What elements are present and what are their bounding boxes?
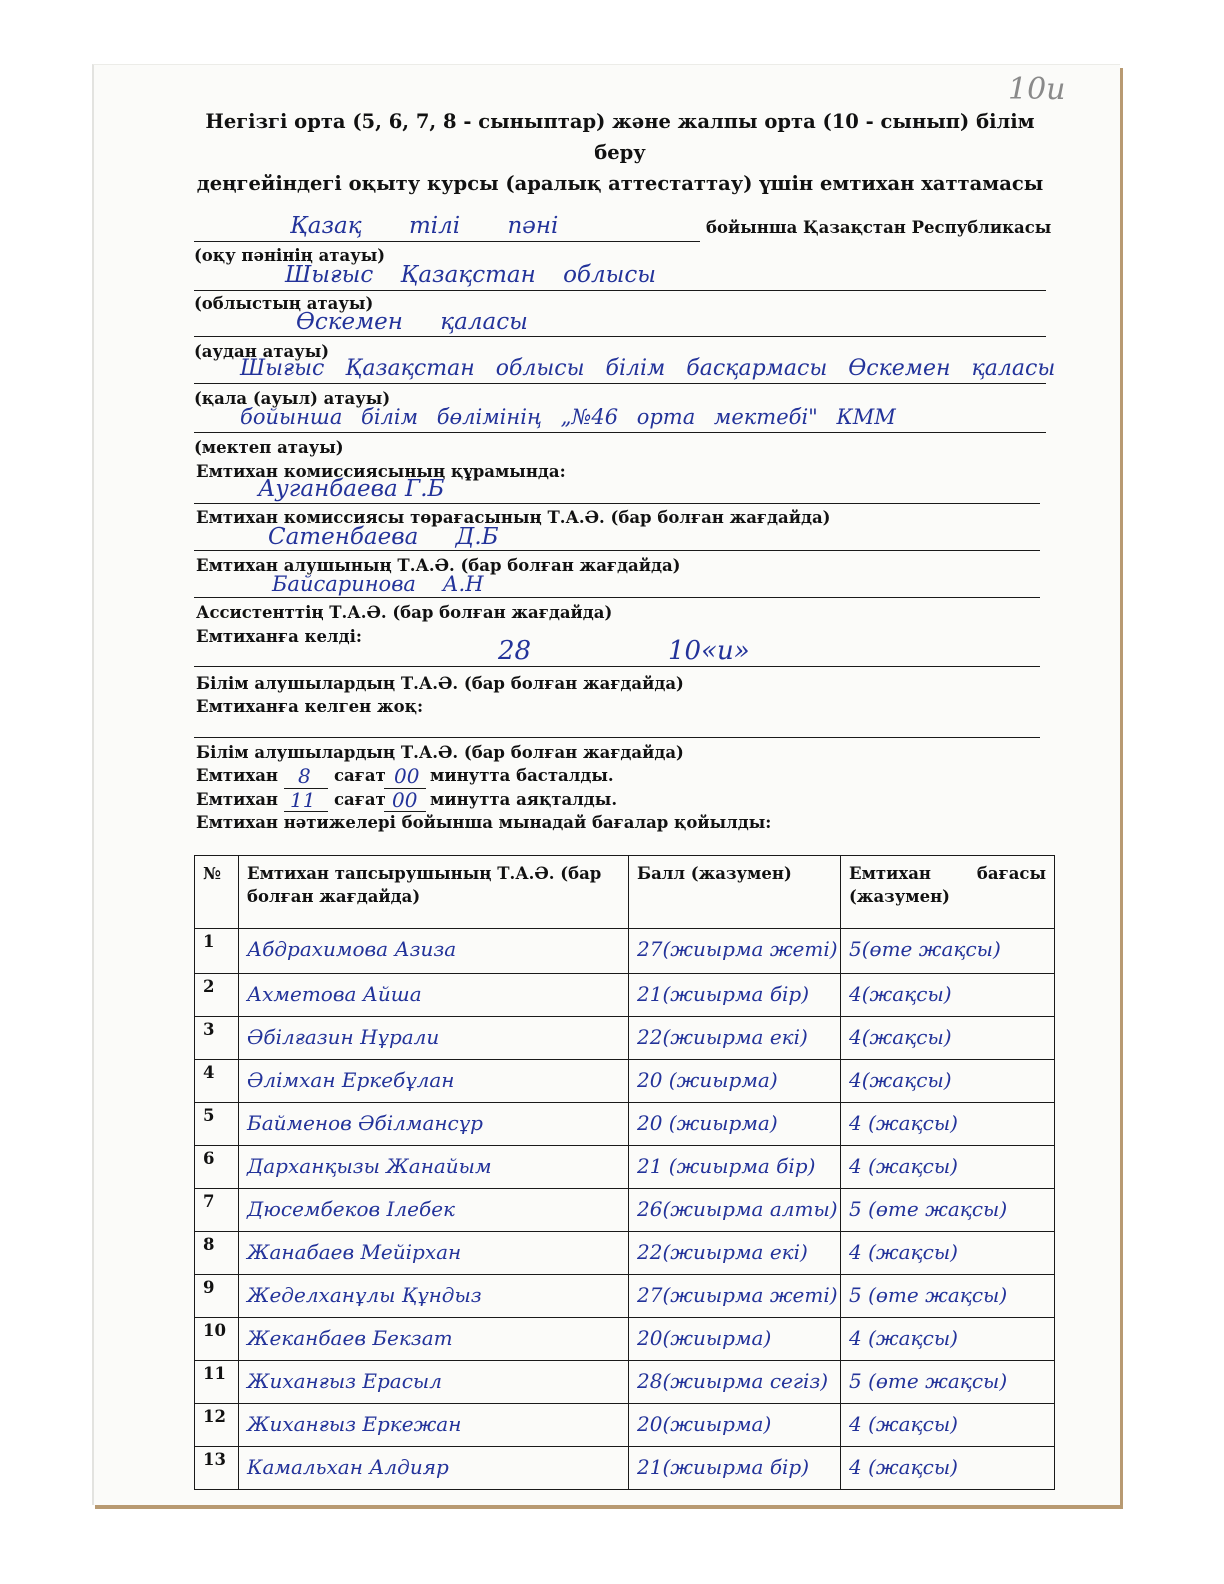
score-cell: 20 (жиырма): [629, 1060, 841, 1103]
score-cell: 27(жиырма жеті): [629, 1275, 841, 1318]
region-value: Шығыс Қазақстан облысы: [285, 262, 656, 288]
chair-value: Ауганбаева Г.Б: [258, 476, 445, 502]
student-name: Байменов Әбілмансұр: [239, 1103, 629, 1146]
school-value: бойынша білім бөлімінің „№46 орта мектебі" КММ: [240, 405, 896, 429]
absent-label: Емтиханға келген жоқ:: [196, 697, 424, 716]
header-grade: [841, 856, 1055, 929]
score-cell: 21 (жиырма бір): [629, 1146, 841, 1189]
chair-caption: Емтихан комиссиясы төрағасының Т.А.Ә. (бар болған жағдайда): [196, 508, 831, 527]
commission-label: Емтихан комиссиясының құрамында:: [196, 462, 566, 481]
score-cell: 27(жиырма жеті): [629, 929, 841, 974]
score-cell: 21(жиырма бір): [629, 1447, 841, 1490]
student-name: Ахметова Айша: [239, 974, 629, 1017]
end-min: 00: [392, 788, 418, 812]
end-prefix: Емтихан: [196, 790, 278, 809]
subject-caption: (оқу пәнінің атауы): [194, 246, 386, 265]
student-name: Дюсембеков Ілебек: [239, 1189, 629, 1232]
header-grade-word1: Емтихан: [849, 864, 931, 883]
title-line-1: Негізгі орта (5, 6, 7, 8 - сыныптар) және жалпы орта (10 - сынып) білім беру: [205, 110, 1035, 164]
district-caption: (аудан атауы): [194, 342, 330, 361]
start-hour-word: сағат: [334, 766, 386, 785]
score-cell: 20(жиырма): [629, 1318, 841, 1361]
end-suffix: минутта аяқталды.: [430, 790, 618, 809]
grades-label: Емтихан нәтижелері бойынша мынадай бағалар қойылды:: [196, 813, 772, 832]
row-number: 4: [195, 1060, 239, 1103]
document-title: [190, 106, 1050, 199]
grade-cell: 4(жақсы): [841, 974, 1055, 1017]
region-line: [194, 290, 1046, 291]
header-name: Емтихан тапсырушының Т.А.Ә. (бар болған жағдайда): [239, 856, 629, 929]
student-name: Жанабаев Мейірхан: [239, 1232, 629, 1275]
table-row: [195, 1060, 1055, 1103]
grade-cell: 4 (жақсы): [841, 1318, 1055, 1361]
row-number: 12: [195, 1404, 239, 1447]
score-cell: 20(жиырма): [629, 1404, 841, 1447]
score-cell: 28(жиырма сегіз): [629, 1361, 841, 1404]
table-row: [195, 1447, 1055, 1490]
table-row: [195, 974, 1055, 1017]
grade-cell: 5(өте жақсы): [841, 929, 1055, 974]
table-row: [195, 1232, 1055, 1275]
row-number: 7: [195, 1189, 239, 1232]
table-row: [195, 1103, 1055, 1146]
school-line: [194, 432, 1046, 433]
assistant-caption: Ассистенттің Т.А.Ә. (бар болған жағдайда): [196, 603, 613, 622]
student-name: Жиханғыз Еркежан: [239, 1404, 629, 1447]
row-number: 13: [195, 1447, 239, 1490]
grade-cell: 4(жақсы): [841, 1060, 1055, 1103]
attended-class: 10«и»: [668, 636, 750, 666]
table-row: [195, 929, 1055, 974]
row-number: 9: [195, 1275, 239, 1318]
header-score: Балл (жазумен): [629, 856, 841, 929]
examiner-line: [194, 550, 1040, 551]
attended-caption: Білім алушылардың Т.А.Ә. (бар болған жағдайда): [196, 674, 684, 693]
grade-cell: 5 (өте жақсы): [841, 1361, 1055, 1404]
student-name: Әбілғазин Нұрали: [239, 1017, 629, 1060]
student-name: Дарханқызы Жанайым: [239, 1146, 629, 1189]
row-number: 5: [195, 1103, 239, 1146]
start-suffix: минутта басталды.: [430, 766, 614, 785]
start-prefix: Емтихан: [196, 766, 278, 785]
grade-cell: 4(жақсы): [841, 1017, 1055, 1060]
examiner-caption: Емтихан алушының Т.А.Ә. (бар болған жағдайда): [196, 556, 681, 575]
row-number: 3: [195, 1017, 239, 1060]
student-name: Камальхан Алдияр: [239, 1447, 629, 1490]
start-min: 00: [394, 764, 420, 788]
score-cell: 20 (жиырма): [629, 1103, 841, 1146]
end-hour-word: сағат: [334, 790, 386, 809]
subject-suffix: бойынша Қазақстан Республикасы: [706, 218, 1052, 237]
table-row: [195, 1275, 1055, 1318]
score-cell: 22(жиырма екі): [629, 1017, 841, 1060]
header-grade-word2: бағасы: [976, 864, 1046, 883]
table-row: [195, 1017, 1055, 1060]
score-cell: 21(жиырма бір): [629, 974, 841, 1017]
table-header-row: [195, 856, 1055, 929]
absent-line: [194, 737, 1040, 738]
attended-line: [194, 666, 1040, 667]
score-cell: 26(жиырма алты): [629, 1189, 841, 1232]
table-row: [195, 1404, 1055, 1447]
grade-cell: 4 (жақсы): [841, 1404, 1055, 1447]
city-line: [194, 383, 1046, 384]
district-value: Өскемен қаласы: [296, 309, 528, 335]
grade-cell: 4 (жақсы): [841, 1232, 1055, 1275]
table-body: [195, 929, 1055, 1490]
district-line: [194, 336, 1046, 337]
title-line-2: деңгейіндегі оқыту курсы (аралық аттестаттау) үшін емтихан хаттамасы: [196, 172, 1044, 195]
table-row: [195, 1318, 1055, 1361]
chair-line: [194, 503, 1040, 504]
row-number: 2: [195, 974, 239, 1017]
score-cell: 22(жиырма екі): [629, 1232, 841, 1275]
region-caption: (облыстың атауы): [194, 294, 374, 313]
subject-value: Қазақ тілі пәні: [290, 213, 559, 239]
attended-label: Емтиханға келді:: [196, 627, 362, 646]
examiner-value: Сатенбаева Д.Б: [268, 524, 499, 550]
student-name: Жеканбаев Бекзат: [239, 1318, 629, 1361]
student-name: Әлімхан Еркебұлан: [239, 1060, 629, 1103]
city-caption: (қала (ауыл) атауы): [194, 389, 391, 408]
table-row: [195, 1146, 1055, 1189]
end-hour: 11: [290, 788, 316, 812]
row-number: 10: [195, 1318, 239, 1361]
school-caption: (мектеп атауы): [194, 438, 344, 457]
table-row: [195, 1361, 1055, 1404]
attended-count: 28: [498, 636, 532, 666]
student-name: Жеделханұлы Құндыз: [239, 1275, 629, 1318]
grade-cell: 5 (өте жақсы): [841, 1189, 1055, 1232]
row-number: 11: [195, 1361, 239, 1404]
header-grade-word3: (жазумен): [849, 887, 950, 906]
student-name: Жиханғыз Ерасыл: [239, 1361, 629, 1404]
assistant-line: [194, 597, 1040, 598]
table-row: [195, 1189, 1055, 1232]
grade-cell: 5 (өте жақсы): [841, 1275, 1055, 1318]
corner-handwritten-note: 10и: [1008, 72, 1066, 107]
city-value: Шығыс Қазақстан облысы білім басқармасы Өскемен қаласы: [240, 356, 1056, 381]
header-num: №: [195, 856, 239, 929]
row-number: 6: [195, 1146, 239, 1189]
absent-caption: Білім алушылардың Т.А.Ә. (бар болған жағдайда): [196, 743, 684, 762]
student-name: Абдрахимова Азиза: [239, 929, 629, 974]
grade-cell: 4 (жақсы): [841, 1447, 1055, 1490]
start-hour: 8: [298, 764, 311, 788]
row-number: 1: [195, 929, 239, 974]
subject-line: [194, 241, 700, 242]
results-table: [194, 855, 1055, 1490]
grade-cell: 4 (жақсы): [841, 1146, 1055, 1189]
row-number: 8: [195, 1232, 239, 1275]
grade-cell: 4 (жақсы): [841, 1103, 1055, 1146]
assistant-value: Байсаринова А.Н: [272, 572, 484, 596]
